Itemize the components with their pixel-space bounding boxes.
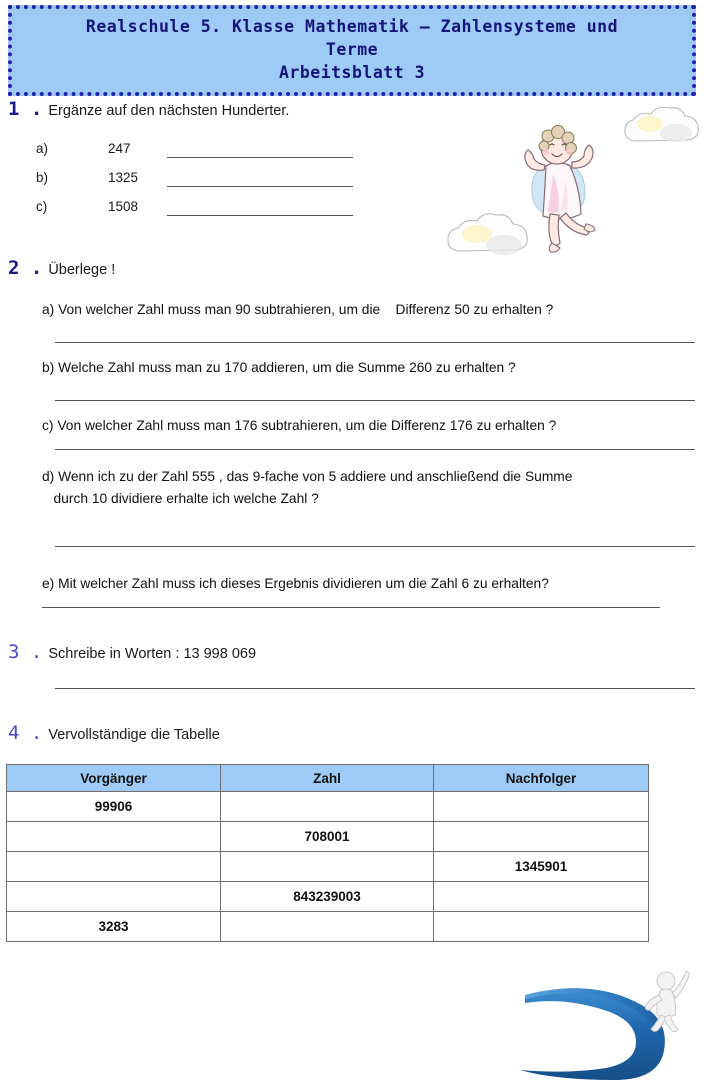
task-2-heading (8, 257, 115, 279)
task-1-title: Ergänze auf den nächsten Hunderter. (48, 103, 290, 119)
task-1-answer-line-c[interactable] (167, 215, 353, 216)
table-cell[interactable] (7, 822, 221, 852)
worksheet-header (8, 5, 696, 96)
table-cell[interactable] (434, 882, 649, 912)
header-title-line-1: Realschule 5. Klasse Mathematik – Zahlensysteme und (85, 17, 619, 36)
table-row (7, 822, 649, 852)
task-1-number: 1 . (8, 98, 43, 120)
table-cell[interactable]: 3283 (7, 912, 221, 942)
task-2-answer-line-d[interactable] (55, 546, 695, 547)
table-cell[interactable] (221, 792, 434, 822)
task-4-number: 4 . (8, 722, 43, 744)
task-2-answer-line-c[interactable] (55, 449, 695, 450)
blue-path-illustration (520, 955, 720, 1080)
table-header-vorgaenger: Vorgänger (7, 765, 221, 792)
blush-icon (566, 149, 573, 156)
table-cell[interactable]: 1345901 (434, 852, 649, 882)
table-cell[interactable]: 708001 (221, 822, 434, 852)
legs-icon (549, 213, 589, 245)
foot-icon (584, 224, 595, 232)
task-3-heading (8, 641, 256, 663)
cloud-icon (448, 214, 527, 255)
table-row (7, 912, 649, 942)
blush-icon (543, 149, 550, 156)
table-header-zahl: Zahl (221, 765, 434, 792)
task-2-title: Überlege ! (48, 262, 116, 278)
table-row (7, 882, 649, 912)
table-row (7, 852, 649, 882)
task-2-question-c: c) Von welcher Zahl muss man 176 subtrahieren, um die Differenz 176 zu erhalten ? (42, 418, 557, 433)
task-1-item-a-value: 247 (108, 141, 131, 156)
number-sequence-table (6, 764, 649, 942)
task-2-number: 2 . (8, 257, 43, 279)
task-1-item-c-label: c) (36, 199, 48, 214)
task-1-item-b-value: 1325 (108, 170, 139, 185)
task-2-question-d: d) Wenn ich zu der Zahl 555 , das 9-fache von 5 addiere und anschließend die Summe durch 10 dividiere erhalte ich welche Zahl ? (42, 469, 573, 506)
task-2-question-a: a) Von welcher Zahl muss man 90 subtrahieren, um die Differenz 50 zu erhalten ? (42, 302, 554, 317)
table-cell[interactable] (7, 852, 221, 882)
table-cell[interactable]: 99906 (7, 792, 221, 822)
table-cell[interactable] (221, 852, 434, 882)
task-4-title: Vervollständige die Tabelle (48, 727, 220, 743)
path-body (520, 988, 665, 1080)
table-header-nachfolger: Nachfolger (434, 765, 649, 792)
cloud-icon (625, 107, 698, 142)
task-3-answer-line[interactable] (55, 688, 695, 689)
task-1-answer-line-a[interactable] (167, 157, 353, 158)
task-2-question-b: b) Welche Zahl muss man zu 170 addieren, um die Summe 260 zu erhalten ? (42, 360, 516, 375)
task-4-heading (8, 722, 220, 744)
table-header-row (7, 765, 649, 792)
task-3-number: 3 . (8, 641, 43, 663)
header-subtitle: Arbeitsblatt 3 (278, 63, 426, 82)
task-1-item-b-label: b) (36, 170, 49, 185)
table-cell[interactable] (7, 882, 221, 912)
table-cell[interactable] (434, 822, 649, 852)
task-1-item-a-label: a) (36, 141, 49, 156)
header-title-line-2: Terme (325, 40, 379, 59)
table-cell[interactable] (434, 912, 649, 942)
table-cell[interactable] (221, 912, 434, 942)
task-2-answer-line-a[interactable] (55, 342, 695, 343)
task-1-heading (8, 98, 289, 120)
table-row (7, 792, 649, 822)
task-3-title: Schreibe in Worten : 13 998 069 (48, 646, 257, 662)
fairy-illustration (440, 100, 720, 295)
task-1-answer-line-b[interactable] (167, 186, 353, 187)
task-2-answer-line-e[interactable] (42, 607, 660, 608)
table-cell[interactable] (434, 792, 649, 822)
task-1-item-c-value: 1508 (108, 199, 139, 214)
task-2-question-e: e) Mit welcher Zahl muss ich dieses Ergebnis dividieren um die Zahl 6 zu erhalten? (42, 576, 549, 591)
task-2-answer-line-b[interactable] (55, 400, 695, 401)
table-cell[interactable]: 843239003 (221, 882, 434, 912)
